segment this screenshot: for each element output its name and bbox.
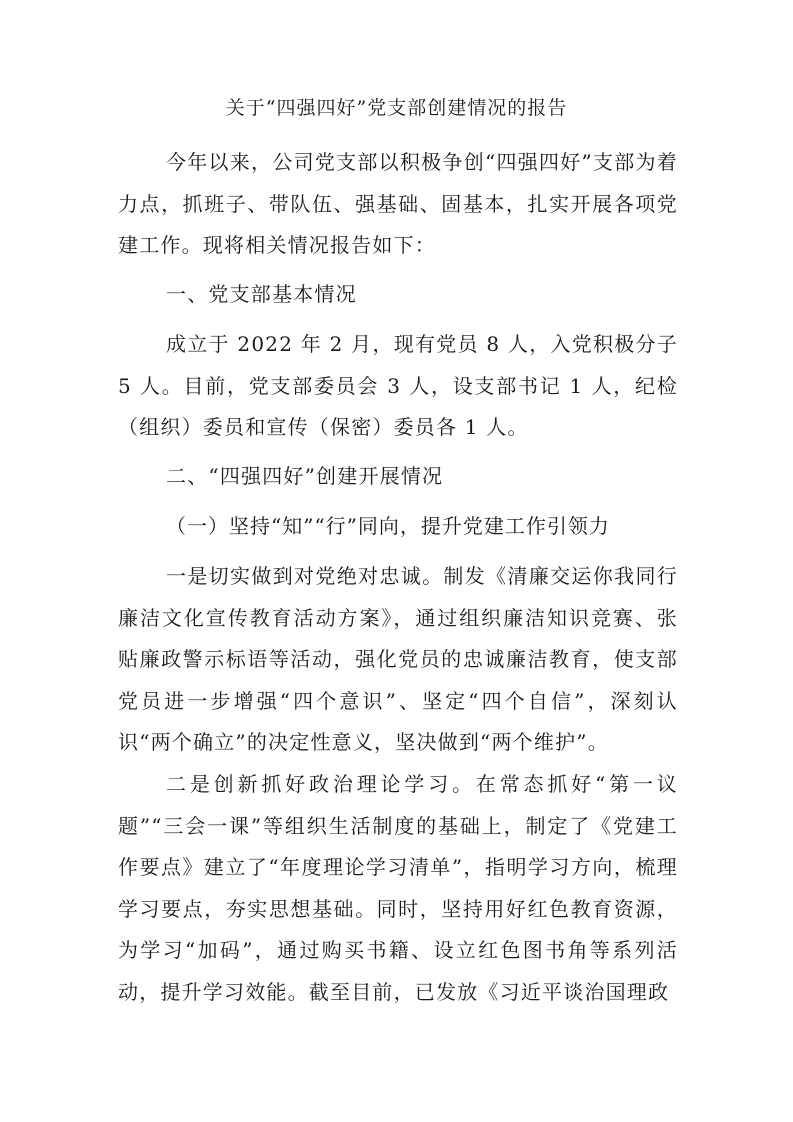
paragraph-point-1: 一是切实做到对党绝对忠诚。制发《清廉交运你我同行廉洁文化宣传教育活动方案》，通过组织廉洁知识竞赛、张贴廉政警示标语等活动，强化党员的忠诚廉洁教育，使支部党员进一步增强“四个意识”、坚定“四个自信”，深刻认识“两个确立”的决定性意义，坚决做到“两个维护”。 [118, 564, 678, 754]
intro-paragraph: 今年以来，公司党支部以积极争创“四强四好”支部为着力点，抓班子、带队伍、强基础、固基本，扎实开展各项党建工作。现将相关情况报告如下： [118, 150, 678, 257]
document-title: 关于“四强四好”党支部创建情况的报告 [225, 97, 568, 119]
section-2-heading: 二、“四强四好”创建开展情况 [166, 464, 444, 488]
section-1-heading: 一、党支部基本情况 [166, 282, 357, 306]
section-1-body: 成立于 2022 年 2 月，现有党员 8 人，入党积极分子 5 人。目前，党支部委员会 3 人，设支部书记 1 人，纪检（组织）委员和宣传（保密）委员各 1 人。 [118, 332, 678, 439]
subsection-1-heading: （一）坚持“知”“行”同向，提升党建工作引领力 [166, 514, 610, 538]
paragraph-point-2: 二是创新抓好政治理论学习。在常态抓好“第一议题”“三会一课”等组织生活制度的基础上，制定了《党建工作要点》建立了“年度理论学习清单”，指明学习方向，梳理学习要点，夯实思想基础。同时，坚持用好红色教育资源，为学习“加码”，通过购买书籍、设立红色图书角等系列活动，提升学习效能。截至目前，已发放《习近平谈治国理政 [118, 772, 678, 1004]
